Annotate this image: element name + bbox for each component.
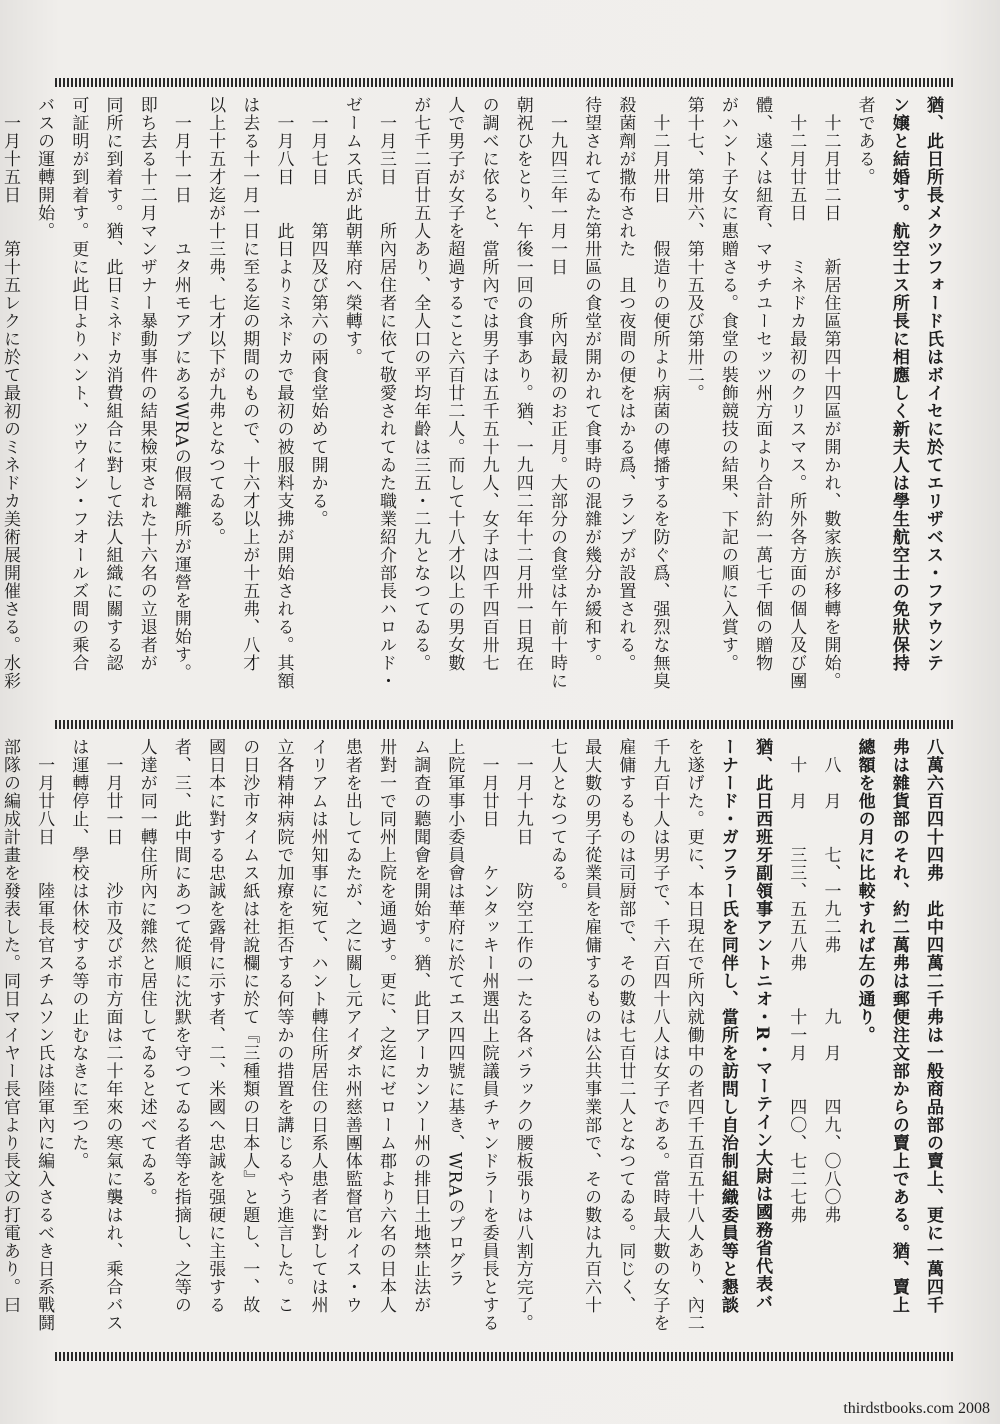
text-column: 待望されてゐた第卅區の食堂が開かれて食事時の混雜が幾分か緩和す。 xyxy=(581,96,602,672)
watermark: thirdstbooks.com 2008 xyxy=(843,1400,990,1417)
top-dotted-rule xyxy=(55,78,955,87)
text-column: 一月十一日 ユタ州モアブにあるWRAの假隔離所が運營を開始す。 xyxy=(170,96,191,682)
text-column: 雇傭するものは司厨部で、その數は七百廿二人となつてゐる。同じく、 xyxy=(615,738,636,1314)
text-column: 卅對一で同州上院を通過す。更に、之迄にゼローム郡より六名の日本人 xyxy=(376,738,396,1314)
text-column: 千九百十人は男子で、千六百四十八人は女子である。當時最大數の女子を xyxy=(649,738,670,1332)
text-column: 十 月 三三、五五八弗 十一月 四〇、七二七弗 xyxy=(786,738,807,1224)
text-column: 八萬六百四十四弗 此中四萬二千弗は一般商品部の賣上、更に一萬四千 xyxy=(923,738,943,1314)
text-column: ーナード・ガフラー氏を同伴し、當所を訪問し自治制組織委員等と懇談 xyxy=(717,738,738,1314)
text-column: を遂げた。更に、本日現在で所內就働中の者四千五百五十八人あり、內二 xyxy=(683,738,704,1332)
text-column: 者である。 xyxy=(854,96,875,186)
text-column: 者、三、此中間にあつて從順に沈默を守つてゐる者等を指摘し、之等の xyxy=(170,738,191,1314)
text-column: 人達が同一轉住所內に雜然と居住してゐると述べてゐる。 xyxy=(136,738,157,1206)
text-column: 最大數の男子從業員を雇傭するものは公共事業部で、その數は九百六十 xyxy=(581,738,602,1314)
text-column: 十二月廿二日 新居住區第四十四區が開かれ、數家族が移轉を開始。 xyxy=(820,96,841,690)
text-column: 朝祝ひをとり、午後一回の食事あり。猶、一九四二年十二月卅一日現在 xyxy=(512,96,533,672)
text-column: 一月十九日 防空工作の一たる各バラックの腰板張りは八割方完了。 xyxy=(512,738,533,1332)
text-column: 一月八日 此日よりミネドカで最初の被服料支拂が開始される。其額 xyxy=(273,96,294,690)
text-column: 弗は雜貨部のそれ、約二萬弗は郵便注文部からの賣上である。猶、賣上 xyxy=(888,738,909,1314)
text-column: 第十七、第卅六、第十五及び第卅二。 xyxy=(683,96,704,402)
bottom-dotted-rule xyxy=(55,1352,955,1361)
text-column: 一月廿日 ケンタッキー州選出上院議員チャンドラーを委員長とする xyxy=(478,738,499,1332)
text-column: 一九四三年一月一日 所內最初のお正月。大部分の食堂は午前十時に xyxy=(546,96,567,690)
middle-dotted-rule xyxy=(55,720,955,729)
text-column: 八 月 七、一九二弗 九 月 四九、〇八〇弗 xyxy=(820,738,841,1224)
text-column: 體、遠くは紐育、マサチユーセッツ州方面より合計約一萬七千個の贈物 xyxy=(752,96,773,672)
text-column: 一月廿八日 陸軍長官スチムソン氏は陸軍內に編入さるべき日系戰鬪 xyxy=(34,738,55,1332)
text-column: ゼームス氏が此朝華府へ榮轉す。 xyxy=(341,96,362,366)
text-column: 上院軍事小委員會は華府に於てエス四四號に基き、WRAのプログラ xyxy=(444,738,465,1288)
text-column: がハント子女に惠贈さる。食堂の裝飾競技の結果、下記の順に入賞す。 xyxy=(717,96,738,672)
text-column: は去る十一月一日に至る迄の期間のもので、十六才以上が十五弗、八才 xyxy=(239,96,260,672)
text-column: 國日本に對する忠誠を露骨に示す者、二、米國へ忠誠を强硬に主張する xyxy=(205,738,226,1314)
text-column: 以上十五才迄が十三弗、七才以下が九弗となつてゐる。 xyxy=(205,96,226,546)
text-column: 即ち去る十二月マンザナー暴動事件の結果檢束された十六名の立退者が xyxy=(136,96,157,672)
bottom-text-section xyxy=(0,738,950,1342)
text-column: の日沙市タイムス紙は社說欄に於て『三種類の日本人』と題し、一、故 xyxy=(239,738,260,1314)
text-column: 立各精神病院で加療を拒否する何等かの措置を講じるやう進言した。こ xyxy=(273,738,294,1314)
text-column: 猶、此日所長メクツフォード氏はボイセに於てエリザベス・フアウンテ xyxy=(923,96,943,672)
text-column: イリアムは州知事に宛て、ハント轉住所居住の日系人患者に對しては州 xyxy=(307,738,328,1314)
top-text-section xyxy=(0,96,950,708)
text-column: は運轉停止、學校は休校する等の止むなきに至つた。 xyxy=(68,738,89,1170)
text-column: 殺菌劑が撒布された 且つ夜間の便をはかる爲、ランプが設置される。 xyxy=(615,96,636,672)
text-column: 一月十五日 第十五レクに於て最初のミネドカ美術展開催さる。水彩 xyxy=(0,96,20,690)
text-column: 一月七日 第四及び第六の兩食堂始めて開かる。 xyxy=(307,96,328,528)
text-column: ン嬢と結婚す。航空士ス所長に相應しく新夫人は學生航空士の免狀保持 xyxy=(888,96,909,672)
text-column: 一月三日 所內居住者に依て敬愛されてゐた職業紹介部長ハロルド・ xyxy=(376,96,396,690)
text-column: 人で男子が女子を超過すること六百廿二人。而して十八才以上の男女數 xyxy=(444,96,465,672)
text-column: が七千二百廿五人あり、全人口の平均年齡は三五・二九となつてゐる。 xyxy=(410,96,431,672)
text-column: 總額を他の月に比較すれば左の通り。 xyxy=(854,738,875,1044)
text-column: 猶、此日西班牙副領事アントニオ・R・マーテイン大尉は國務省代表バ xyxy=(752,738,773,1312)
text-column: 七人となつてゐる。 xyxy=(546,738,567,900)
text-column: 可証明が到着す。更に此日よりハント、ツウイン・フオールズ間の乘合 xyxy=(68,96,89,672)
text-column: 一月廿一日 沙市及びボ市方面は二十年來の寒氣に襲はれ、乘合バス xyxy=(102,738,123,1332)
text-column: バスの運轉開始。 xyxy=(34,96,55,240)
text-column: 十二月廿五日 ミネドカ最初のクリスマス。所外各方面の個人及び團 xyxy=(786,96,807,690)
text-column: 部隊の編成計畫を發表した。同日マイヤー長官より長文の打電あり。曰 xyxy=(0,738,20,1314)
text-column: 同所に到着す。猶、此日ミネドカ消費組合に對して法人組織に關する認 xyxy=(102,96,123,672)
text-column: 十二月卅日 假造りの便所より病菌の傳播するを防ぐ爲、强烈な無臭 xyxy=(649,96,670,690)
text-column: の調べに依ると、當所內では男子は五千五十九人、女子は四千四百卅七 xyxy=(478,96,499,672)
text-column: ム調査の聽聞會を開始す。猶、此日アーカンソー州の排日土地禁止法が xyxy=(410,738,431,1314)
text-column: 患者を出してゐたが、之に關し元アイダホ州慈善團体監督官ルイス・ウ xyxy=(341,738,362,1314)
